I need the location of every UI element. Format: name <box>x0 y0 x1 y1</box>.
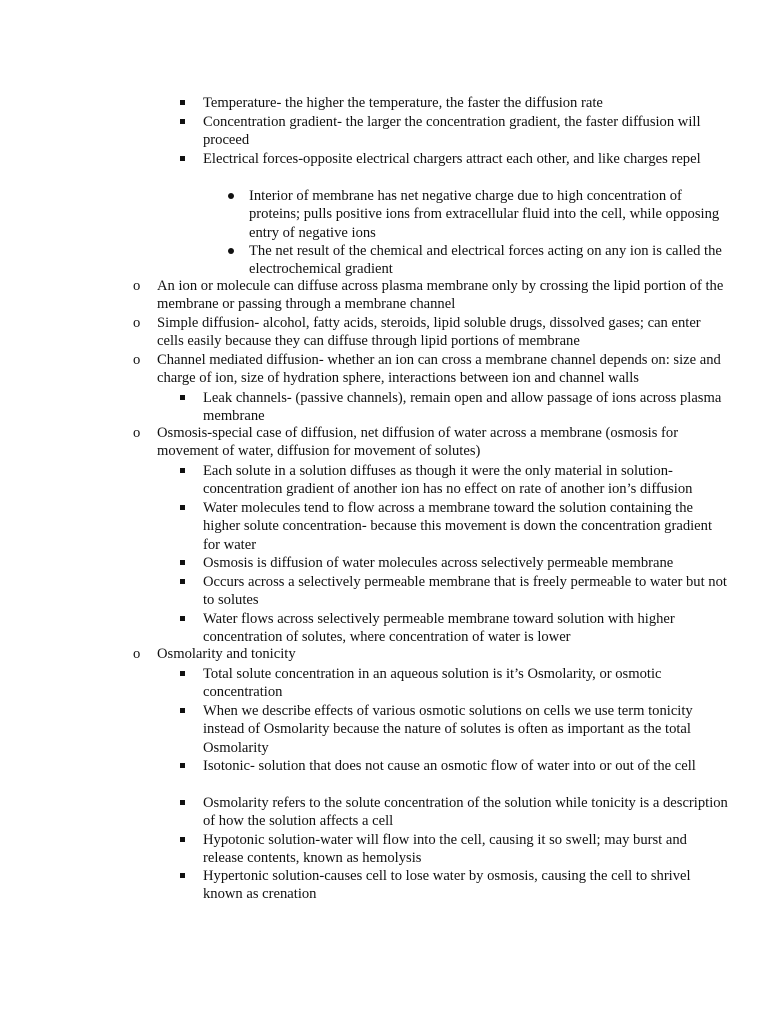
list-item <box>203 757 728 775</box>
square-bullet-icon <box>180 837 185 842</box>
list-item-text: Osmosis-special case of diffusion, net diffusion of water across a membrane (osmosis for movement of water, diffusion for movement of solutes) <box>157 425 679 460</box>
list-item-text: Interior of membrane has net negative charge due to high concentration of proteins; pulls positive ions from extracellular fluid into the cell, while opposing entry of negative ions <box>249 188 720 241</box>
list-item-text: Leak channels- (passive channels), remain open and allow passage of ions across plasma membrane <box>203 390 722 425</box>
square-bullet-icon <box>180 800 185 805</box>
list-item-text: The net result of the chemical and electrical forces acting on any ion is called the electrochemical gradient <box>249 243 722 278</box>
list-item-text: Simple diffusion- alcohol, fatty acids, steroids, lipid soluble drugs, dissolved gases; can enter cells easily because they can diffuse through lipid portions of membrane <box>157 315 701 350</box>
list-item <box>133 645 727 663</box>
list-item-text: Each solute in a solution diffuses as though it were the only material in solution- concentration gradient of another ion has no effect on rate of another ion’s diffusion <box>203 463 693 498</box>
square-bullet-icon <box>180 156 185 161</box>
square-bullet-icon <box>180 119 185 124</box>
list-item <box>203 150 728 168</box>
square-bullet-icon <box>180 708 185 713</box>
list-item <box>203 113 728 150</box>
circle-bullet-icon: o <box>133 315 141 331</box>
list-item-text: Osmosis is diffusion of water molecules across selectively permeable membrane <box>203 555 674 571</box>
list-item-text: Electrical forces-opposite electrical chargers attract each other, and like charges repel <box>203 151 701 167</box>
circle-bullet-icon: o <box>133 278 141 294</box>
list-item <box>203 462 728 499</box>
circle-bullet-icon: o <box>133 646 141 662</box>
list-item-text: Total solute concentration in an aqueous solution is it’s Osmolarity, or osmotic concentration <box>203 666 662 701</box>
square-bullet-icon <box>180 579 185 584</box>
list-item <box>203 573 728 610</box>
list-item <box>203 702 728 757</box>
list-item <box>203 499 728 554</box>
square-bullet-icon <box>180 505 185 510</box>
list-item <box>203 794 728 831</box>
list-item <box>133 314 727 351</box>
list-item-text: Isotonic- solution that does not cause an osmotic flow of water into or out of the cell <box>203 758 696 774</box>
list-item <box>249 242 729 279</box>
square-bullet-icon <box>180 873 185 878</box>
square-bullet-icon <box>180 100 185 105</box>
list-item <box>133 424 727 461</box>
list-item-text: Hypertonic solution-causes cell to lose water by osmosis, causing the cell to shrivel known as crenation <box>203 868 691 903</box>
square-bullet-icon <box>180 616 185 621</box>
list-item <box>203 867 728 904</box>
list-item-text: Hypotonic solution-water will flow into the cell, causing it so swell; may burst and release contents, known as hemolysis <box>203 832 687 867</box>
list-item-text: Temperature- the higher the temperature, the faster the diffusion rate <box>203 95 603 111</box>
circle-bullet-icon: o <box>133 352 141 368</box>
list-item <box>203 389 728 426</box>
list-item-text: When we describe effects of various osmotic solutions on cells we use term tonicity instead of Osmolarity because the nature of solutes is often as important as the total Osmolarity <box>203 703 693 756</box>
list-item <box>249 187 729 242</box>
square-bullet-icon <box>180 395 185 400</box>
list-item <box>203 665 728 702</box>
list-item <box>203 610 728 647</box>
round-bullet-icon <box>228 248 234 254</box>
round-bullet-icon <box>228 193 234 199</box>
list-item <box>203 94 728 112</box>
list-item <box>203 831 728 868</box>
list-item-text: An ion or molecule can diffuse across plasma membrane only by crossing the lipid portion of the membrane or passing through a membrane channel <box>157 278 724 313</box>
list-item-text: Osmolarity refers to the solute concentration of the solution while tonicity is a description of how the solution affects a cell <box>203 795 728 830</box>
square-bullet-icon <box>180 560 185 565</box>
list-item-text: Osmolarity and tonicity <box>157 646 296 662</box>
square-bullet-icon <box>180 671 185 676</box>
list-item-text: Channel mediated diffusion- whether an ion can cross a membrane channel depends on: size and charge of ion, size of hydration sphere, interactions between ion and channel walls <box>157 352 721 387</box>
list-item <box>203 554 728 572</box>
square-bullet-icon <box>180 763 185 768</box>
list-item-text: Water molecules tend to flow across a membrane toward the solution containing the higher solute concentration- because this movement is down the concentration gradient for water <box>203 500 712 553</box>
list-item-text: Water flows across selectively permeable membrane toward solution with higher concentration of solutes, where concentration of water is lower <box>203 611 675 646</box>
list-item-text: Occurs across a selectively permeable membrane that is freely permeable to water but not to solutes <box>203 574 727 609</box>
circle-bullet-icon: o <box>133 425 141 441</box>
list-item-text: Concentration gradient- the larger the concentration gradient, the faster diffusion will proceed <box>203 114 701 149</box>
list-item <box>133 351 727 388</box>
square-bullet-icon <box>180 468 185 473</box>
list-item <box>133 277 727 314</box>
